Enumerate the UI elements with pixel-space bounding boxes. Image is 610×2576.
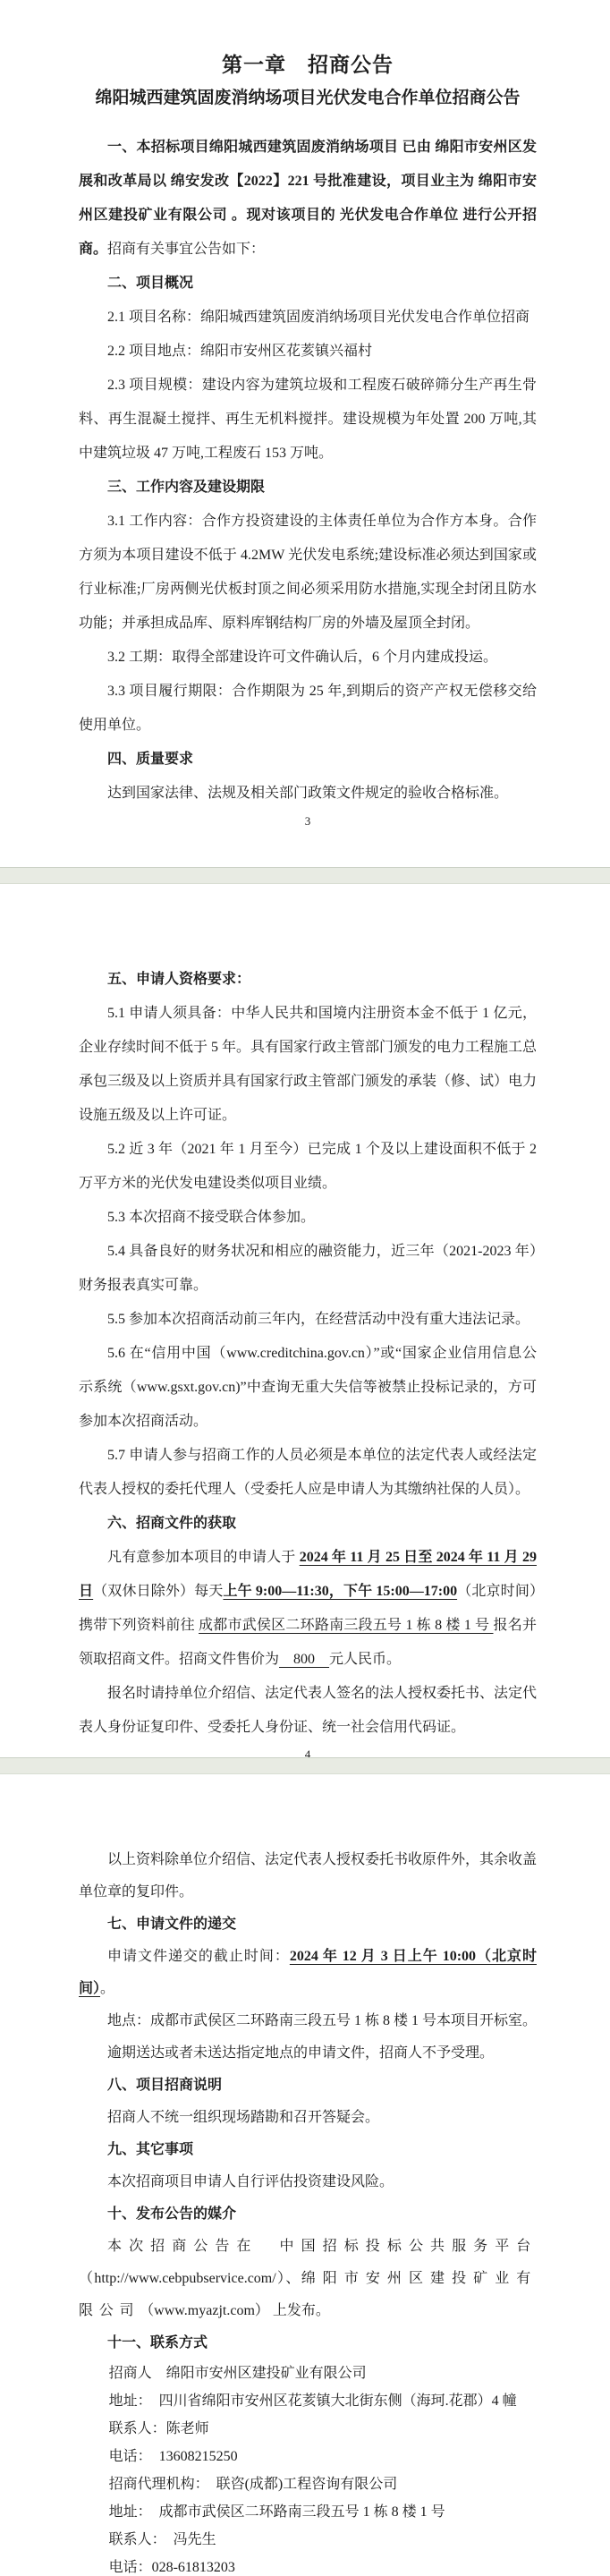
contact-agency-address: 地址： 成都市武侯区二环路南三段五号 1 栋 8 楼 1 号 xyxy=(108,2504,445,2520)
page-number: 4 xyxy=(304,1747,311,1757)
section-5-2: 5.2 近 3 年（2021 年 1 月至今）已完成 1 个及以上建设面积不低于 2 万平方米的光伏发电建设类似项目业绩。 xyxy=(79,1142,537,1191)
section-2-3: 2.3 项目规模：建设内容为建筑垃圾和工程废石破碎筛分生产再生骨料、再生混凝土搅拌、再生无机料搅拌。建设规模为年处置 200 万吨,其中建筑垃圾 47 万吨,工程废石 153 万吨。 xyxy=(79,378,537,461)
section-5-6: 5.6 在“信用中国（www.creditchina.gov.cn）”或“国家企业信用信息公示系统（www.gsxt.gov.cn)”中查询无重大失信等被禁止投标记录的，方可参加本次招商活动。 xyxy=(79,1346,537,1429)
section-8-body: 招商人不统一组织现场踏勘和召开答疑会。 xyxy=(107,2110,380,2125)
section-4-heading: 四、质量要求 xyxy=(107,752,194,767)
section-3-1: 3.1 工作内容：合作方投资建设的主体责任单位为合作方本身。合作方须为本项目建设不低于 4.2MW 光伏发电系统;建设标准必须达到国家或行业标准;厂房两侧光伏板封顶之间必须采用防水措施,实现全封闭且防水功能；并承担成品库、原料库钢结构厂房的外墙及屋顶全封闭。 xyxy=(79,514,537,631)
section-2-1: 2.1 项目名称：绵阳城西建筑固废消纳场项目光伏发电合作单位招商 xyxy=(107,310,530,325)
contact-agency-name: 招商代理机构： 联咨(成都)工程咨询有限公司 xyxy=(108,2477,398,2492)
contact-owner-name: 招商人 绵阳市安州区建投矿业有限公司 xyxy=(108,2366,367,2381)
document-page-1 xyxy=(0,0,610,867)
section-10-body: 本次招商公告在 中国招标投标公共服务平台（http://www.cebpubservice.com/）、绵阳市安州区建投矿业有限公司（www.myazjt.com） 上发布。 xyxy=(79,2239,537,2318)
section-10-heading: 十、发布公告的媒介 xyxy=(107,2206,237,2222)
chapter-title: 第一章 招商公告 xyxy=(222,53,394,76)
section-3-2: 3.2 工期：取得全部建设许可文件确认后，6 个月内建成投运。 xyxy=(107,650,498,665)
contact-agency-person: 联系人： 冯先生 xyxy=(108,2532,216,2547)
section-5-3: 5.3 本次招商不接受联合体参加。 xyxy=(107,1210,316,1225)
section-6-materials: 报名时请持单位介绍信、法定代表人签名的法人授权委托书、法定代表人身份证复印件、受委托人身份证、统一社会信用代码证。 xyxy=(79,1686,538,1735)
section-5-5: 5.5 参加本次招商活动前三年内，在经营活动中没有重大违法记录。 xyxy=(107,1312,530,1327)
section-5-heading: 五、申请人资格要求： xyxy=(107,972,251,987)
page-number: 3 xyxy=(304,814,311,828)
section-5-1: 5.1 申请人须具备：中华人民共和国境内注册资本金不低于 1 亿元，企业存续时间不低于 5 年。具有国家行政主管部门颁发的电力工程施工总承包三级及以上资质并具有国家行政主管部门颁发的承装（修、试）电力设施五级及以上许可证。 xyxy=(79,1006,538,1123)
section-7-location: 地点：成都市武侯区二环路南三段五号 1 栋 8 楼 1 号本项目开标室。 xyxy=(107,2013,538,2028)
contact-owner-phone: 电话： 13608215250 xyxy=(108,2449,238,2464)
section-2-2: 2.2 项目地点：绵阳市安州区花荄镇兴福村 xyxy=(107,344,373,359)
section-6-heading: 六、招商文件的获取 xyxy=(107,1516,237,1531)
page-separator xyxy=(0,1757,610,1774)
announcement-title: 绵阳城西建筑固废消纳场项目光伏发电合作单位招商公告 xyxy=(95,89,521,107)
materials-note: 以上资料除单位介绍信、法定代表人授权委托书收原件外，其余收盖单位章的复印件。 xyxy=(79,1852,538,1900)
section-7-deadline: 申请文件递交的截止时间：2024 年 12 月 3 日上午 10:00（北京时间）。 xyxy=(79,1949,537,1996)
section-3-heading: 三、工作内容及建设期限 xyxy=(107,480,266,495)
section-3-3: 3.3 项目履行期限：合作期限为 25 年,到期后的资产产权无偿移交给使用单位。 xyxy=(79,684,537,733)
section-11-heading: 十一、联系方式 xyxy=(107,2335,208,2351)
section-9-heading: 九、其它事项 xyxy=(107,2142,194,2157)
section-7-late: 逾期送达或者未送达指定地点的申请文件，招商人不予受理。 xyxy=(107,2045,495,2061)
section-8-heading: 八、项目招商说明 xyxy=(107,2078,223,2093)
document-page-2 xyxy=(0,884,610,1757)
section-6-body: 凡有意参加本项目的申请人于 2024 年 11 月 25 日至 2024 年 11 月 29 日（双休日除外）每天上午 9:00—11:30，下午 15:00—17:00（北京时间）携带下列资料前往 成都市武侯区二环路南三段五号 1 栋 8 楼 1 号 报名并领取招商文件。招商文件售价为 800 元人民币。 xyxy=(79,1550,537,1667)
section-5-4: 5.4 具备良好的财务状况和相应的融资能力，近三年（2021-2023 年）财务报表真实可靠。 xyxy=(79,1244,537,1293)
section-2-heading: 二、项目概况 xyxy=(107,276,194,291)
page-separator xyxy=(0,867,610,884)
section-5-7: 5.7 申请人参与招商工作的人员必须是本单位的法定代表人或经法定代表人授权的委托代理人（受委托人应是申请人为其缴纳社保的人员）。 xyxy=(79,1448,537,1497)
section-9-body: 本次招商项目申请人自行评估投资建设风险。 xyxy=(107,2174,394,2189)
contact-agency-phone: 电话：028-61813203 xyxy=(108,2560,235,2575)
intro-paragraph: 一、本招标项目绵阳城西建筑固废消纳场项目 已由 绵阳市安州区发展和改革局以 绵安发改【2022】221 号批准建设，项目业主为 绵阳市安州区建投矿业有限公司 。现对该项目的 光伏发电合作单位 进行公开招商。招商有关事宜公告如下： xyxy=(79,140,537,257)
section-4-body: 达到国家法律、法规及相关部门政策文件规定的验收合格标准。 xyxy=(107,786,509,801)
document-page-3 xyxy=(0,1774,610,2576)
contact-owner-person: 联系人：陈老师 xyxy=(108,2421,209,2436)
contact-owner-address: 地址： 四川省绵阳市安州区花荄镇大北街东侧（海珂.花郡）4 幢 xyxy=(108,2393,517,2409)
section-7-heading: 七、申请文件的递交 xyxy=(107,1917,237,1932)
